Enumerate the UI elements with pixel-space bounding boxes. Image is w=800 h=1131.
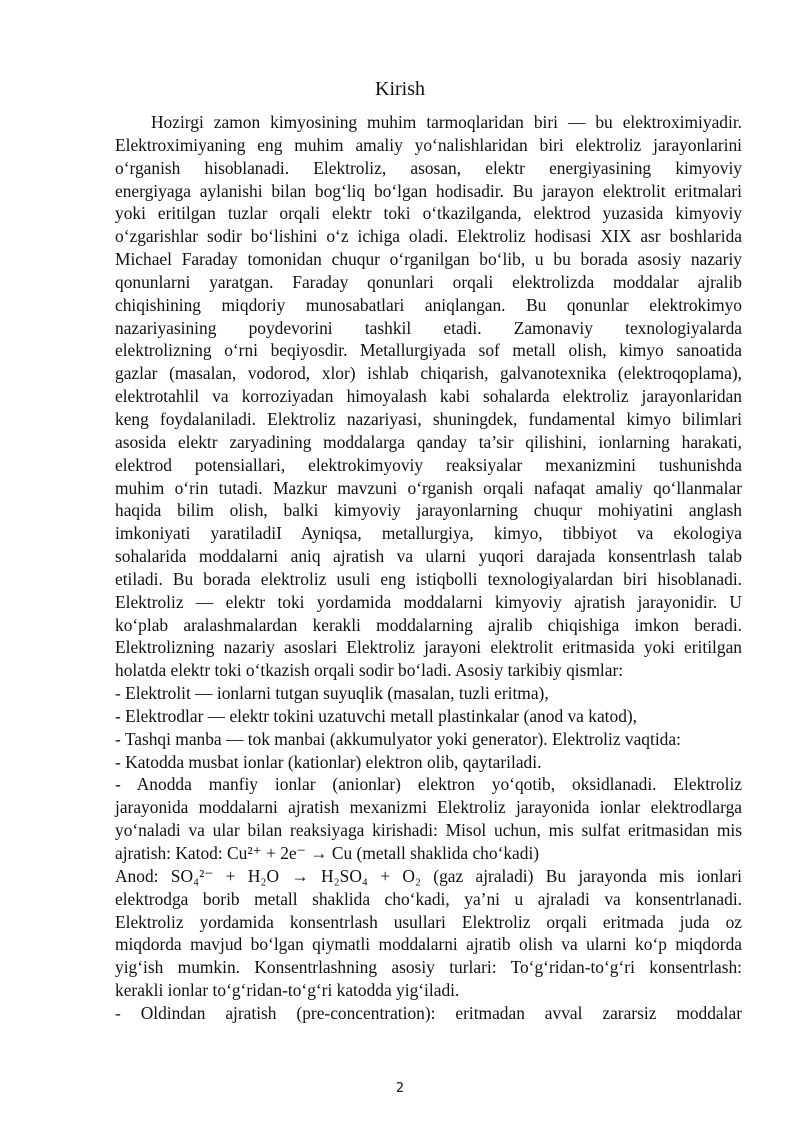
- body-text: [115, 111, 742, 1025]
- list-item-power-source: - Tashqi manba — tok manbai (akkumulyator yoki generator). Elektroliz vaqtida:: [115, 728, 681, 749]
- list-item-cathode: - Katodda musbat ionlar (kationlar) elektron olib, qaytariladi.: [115, 751, 542, 772]
- text-line-5: yoki eritilgan tuzlar orqali elektr toki o‘tkazilganda, elektrod yuzasida kimyoviy: [115, 203, 742, 224]
- text-line-14: keng foydalaniladi. Elektroliz nazariyasi, shuningdek, fundamental kimyo bilimlari: [115, 408, 742, 429]
- list-item-electrolyte: - Elektrolit — ionlarni tutgan suyuqlik (masalan, tuzli eritma),: [115, 683, 549, 704]
- text-line-38: yig‘ish mumkin. Konsentrlashning asosiy turlari: To‘g‘ridan-to‘g‘ri konsentrlash:: [115, 957, 742, 978]
- text-line-40: - Oldindan ajratish (pre-concentration): eritmadan avval zararsiz moddalar: [115, 1002, 742, 1023]
- text-line-19: imkoniyati yaratiladiI Ayniqsa, metallurgiya, kimyo, tibbiyot va ekologiya: [115, 523, 742, 544]
- text-line-18: haqida bilim olish, balki kimyoviy jarayonlarning chuqur mohiyatini anglash: [115, 500, 742, 521]
- text-line-37: miqdorda mavjud bo‘lgan qiymatli moddalarni ajratib olish va ularni ko‘p miqdorda: [115, 934, 742, 955]
- list-item-anode: - Anodda manfiy ionlar (anionlar) elektron yo‘qotib, oksidlanadi. Elektroliz: [115, 774, 742, 795]
- text-line-20: sohalarida moddalarni aniq ajratish va ularni yuqori darajada konsentrlash talab: [115, 546, 742, 567]
- text-line-22: Elektroliz — elektr toki yordamida moddalarni kimyoviy ajratish jarayonidir. U: [115, 591, 742, 612]
- text-line-23: ko‘plab aralashmalardan kerakli moddalarning ajralib chiqishiga imkon beradi.: [115, 614, 742, 635]
- text-line-36: Elektroliz yordamida konsentrlash usullari Elektroliz orqali eritmada juda oz: [115, 911, 742, 932]
- text-line-17: muhim o‘rin tutadi. Mazkur mavzuni o‘rganish orqali nafaqat amaliy qo‘llanmalar: [115, 477, 742, 498]
- text-line-2: Elektroximiyaning eng muhim amaliy yo‘nalishlaridan biri elektroliz jarayonlarini: [115, 134, 742, 155]
- text-line-6: o‘zgarishlar sodir bo‘lishini o‘z ichiga oladi. Elektroliz hodisasi XIX asr boshlarida: [115, 226, 742, 247]
- text-line-31: jarayonida moddalarni ajratish mexanizmi Elektroliz jarayonida ionlar elektrodlarga: [115, 797, 742, 818]
- text-line-9: chiqishining miqdoriy munosabatlari aniqlangan. Bu qonunlar elektrokimyo: [115, 294, 742, 315]
- page-number: 2: [395, 1081, 405, 1096]
- anode-equation-line: Anod: SO₄²⁻ + H₂O → H₂SO₄ + O₂ (gaz ajraladi) Bu jarayonda mis ionlari: [115, 865, 742, 886]
- text-line-32: yo‘naladi va ular bilan reaksiyaga kirishadi: Misol uchun, mis sulfat eritmasidan mis: [115, 820, 742, 841]
- text-line-21: etiladi. Bu borada elektroliz usuli eng istiqbolli texnologiyalardan biri hisoblanadi.: [115, 568, 742, 589]
- text-line-25: holatda elektr toki o‘tkazish orqali sodir bo‘ladi. Asosiy tarkibiy qismlar:: [115, 660, 624, 681]
- text-line-16: elektrod potensiallari, elektrokimyoviy reaksiyalar mexanizmini tushunishda: [115, 454, 742, 475]
- list-item-electrodes: - Elektrodlar — elektr tokini uzatuvchi metall plastinkalar (anod va katod),: [115, 705, 638, 726]
- page-title: Kirish: [375, 78, 425, 100]
- text-line-4: energiyaga aylanishi bilan bog‘liq bo‘lgan hodisadir. Bu jarayon elektrolit eritmalari: [115, 180, 742, 201]
- text-line-35: elektrodga borib metall shaklida cho‘kadi, ya’ni u ajraladi va konsentrlanadi.: [115, 888, 742, 909]
- text-line-13: elektrotahlil va korroziyadan himoyalash kabi sohalarda elektroliz jarayonlaridan: [115, 386, 742, 407]
- text-line-3: o‘rganish hisoblanadi. Elektroliz, asosan, elektr energiyasining kimyoviy: [115, 157, 742, 178]
- text-line-39: kerakli ionlar to‘g‘ridan-to‘g‘ri katodda yig‘iladi.: [115, 980, 460, 1001]
- text-line-8: qonunlarni yaratgan. Faraday qonunlari orqali elektrolizda moddalar ajralib: [115, 271, 742, 292]
- text-line-15: asosida elektr zaryadining moddalarga qanday ta’sir qilishini, ionlarning harakati,: [115, 431, 742, 452]
- text-line-11: elektrolizning o‘rni beqiyosdir. Metallurgiyada sof metall olish, kimyo sanoatida: [115, 340, 742, 361]
- text-line-12: gazlar (masalan, vodorod, xlor) ishlab chiqarish, galvanotexnika (elektroqoplama),: [115, 363, 742, 384]
- text-line-10: nazariyasining poydevorini tashkil etadi. Zamonaviy texnologiyalarda: [115, 317, 742, 338]
- cathode-equation-line: ajratish: Katod: Cu²⁺ + 2e⁻ → Cu (metall shaklida cho‘kadi): [115, 843, 540, 863]
- text-line-1: Hozirgi zamon kimyosining muhim tarmoqlaridan biri — bu elektroximiyadir.: [151, 112, 742, 132]
- text-line-7: Michael Faraday tomonidan chuqur o‘rganilgan bo‘lib, u bu borada asosiy nazariy: [115, 249, 742, 270]
- text-line-24: Elektrolizning nazariy asoslari Elektroliz jarayoni elektrolit eritmasida yoki eritilgan: [115, 637, 742, 658]
